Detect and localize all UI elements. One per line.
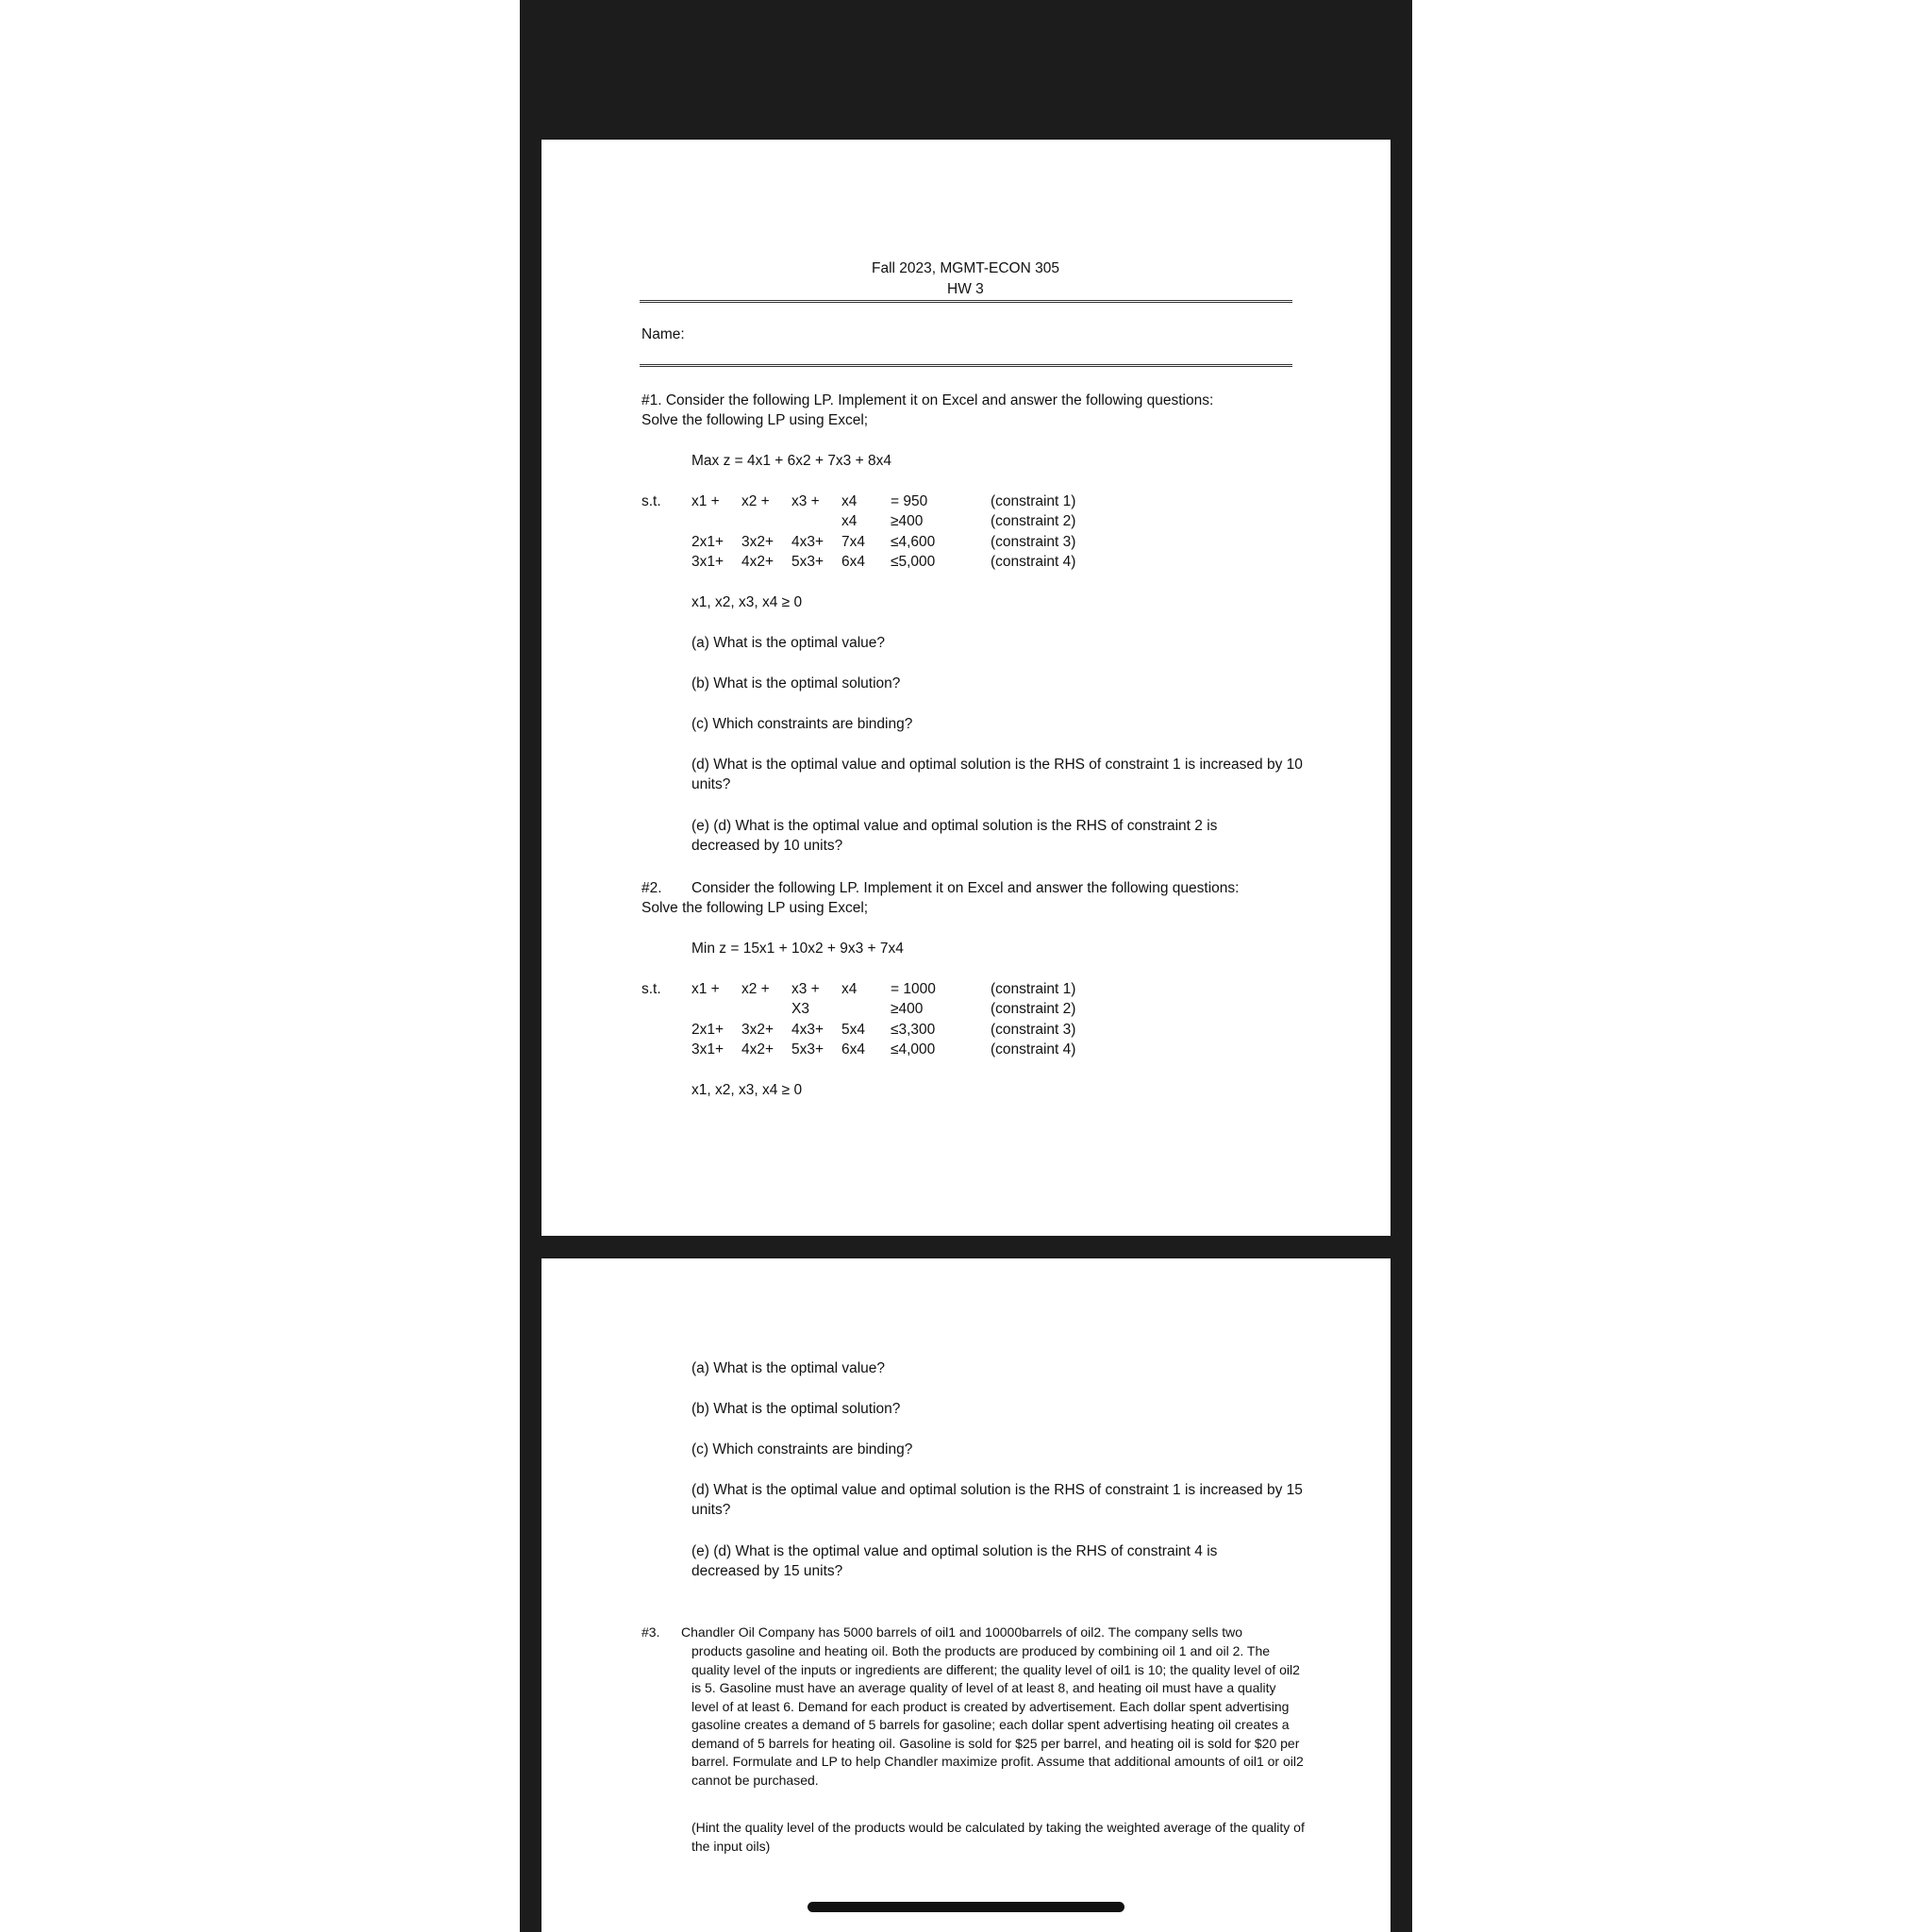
q1-st-label: s.t. xyxy=(641,493,661,509)
q2-r3-c1: 2x1+ xyxy=(691,1022,724,1038)
q2-r3-c2: 3x2+ xyxy=(741,1022,774,1038)
q2-nonnegativity: x1, x2, x3, x4 ≥ 0 xyxy=(691,1082,803,1098)
q1-part-b: (b) What is the optimal solution? xyxy=(691,675,901,691)
q1-r4-c4: 6x4 xyxy=(841,554,865,570)
hw-title: HW 3 xyxy=(947,281,984,297)
q2-number: #2. xyxy=(641,880,662,896)
q1-part-a: (a) What is the optimal value? xyxy=(691,635,886,651)
q2-part-d: (d) What is the optimal value and optimal solution is the RHS of constraint 1 is increased by 15 units? xyxy=(691,1482,1303,1518)
q3-number: #3. xyxy=(641,1624,660,1640)
q1-r1-c1: x1 + xyxy=(691,493,720,509)
header-rule xyxy=(640,300,1292,303)
q1-objective: Max z = 4x1 + 6x2 + 7x3 + 8x4 xyxy=(691,453,891,469)
q1-r4-c2: 4x2+ xyxy=(741,554,774,570)
q2-r3-label: (constraint 3) xyxy=(991,1022,1076,1038)
q1-r4-c3: 5x3+ xyxy=(791,554,824,570)
q1-part-c: (c) Which constraints are binding? xyxy=(691,716,913,732)
q2-instruction: Solve the following LP using Excel; xyxy=(641,900,869,916)
document-page-1 xyxy=(541,140,1391,1236)
q1-r4-label: (constraint 4) xyxy=(991,554,1076,570)
q2-r4-c3: 5x3+ xyxy=(791,1041,824,1058)
q1-r1-c3: x3 + xyxy=(791,493,820,509)
q1-r3-c1: 2x1+ xyxy=(691,534,724,550)
q1-instruction: Solve the following LP using Excel; xyxy=(641,412,869,428)
q2-r4-rhs: ≤4,000 xyxy=(891,1041,936,1058)
q2-part-c: (c) Which constraints are binding? xyxy=(691,1441,913,1457)
q1-part-e: (e) (d) What is the optimal value and optimal solution is the RHS of constraint 2 is decreased by 10 units? xyxy=(691,818,1218,854)
course-header: Fall 2023, MGMT-ECON 305 xyxy=(872,260,1059,276)
q1-part-d: (d) What is the optimal value and optimal solution is the RHS of constraint 1 is increased by 10 units? xyxy=(691,757,1303,792)
q1-r4-rhs: ≤5,000 xyxy=(891,554,936,570)
q1-r3-c4: 7x4 xyxy=(841,534,865,550)
q1-r3-c2: 3x2+ xyxy=(741,534,774,550)
q1-r3-rhs: ≤4,600 xyxy=(891,534,936,550)
q2-part-a: (a) What is the optimal value? xyxy=(691,1360,886,1376)
q2-r1-rhs: = 1000 xyxy=(891,981,936,997)
q2-r1-label: (constraint 1) xyxy=(991,981,1076,997)
q2-r4-label: (constraint 4) xyxy=(991,1041,1076,1058)
q1-r1-rhs: = 950 xyxy=(891,493,928,509)
q2-r1-c4: x4 xyxy=(841,981,858,997)
q2-r4-c4: 6x4 xyxy=(841,1041,865,1058)
q2-r2-c3: X3 xyxy=(791,1001,809,1017)
q1-intro: #1. Consider the following LP. Implement it on Excel and answer the following questions: xyxy=(641,392,1214,408)
q2-r3-c3: 4x3+ xyxy=(791,1022,824,1038)
q2-r3-rhs: ≤3,300 xyxy=(891,1022,936,1038)
home-indicator[interactable] xyxy=(808,1902,1124,1912)
q1-r2-label: (constraint 2) xyxy=(991,513,1076,529)
q1-r4-c1: 3x1+ xyxy=(691,554,724,570)
q2-r1-c3: x3 + xyxy=(791,981,820,997)
q1-r3-label: (constraint 3) xyxy=(991,534,1076,550)
q1-r1-c4: x4 xyxy=(841,493,858,509)
document-page-2 xyxy=(541,1258,1391,1932)
q2-part-b: (b) What is the optimal solution? xyxy=(691,1401,901,1417)
q1-r2-c4: x4 xyxy=(841,513,858,529)
q2-r2-label: (constraint 2) xyxy=(991,1001,1076,1017)
q2-r4-c2: 4x2+ xyxy=(741,1041,774,1058)
q1-nonnegativity: x1, x2, x3, x4 ≥ 0 xyxy=(691,594,803,610)
q2-st-label: s.t. xyxy=(641,981,661,997)
q3-paragraph: products gasoline and heating oil. Both the products are produced by combining oil 1 and oil 2. The quality level of the inputs or ingredients are different; the quality level of oil1 is 10; the quality level of oil2 is 5. Gasoline must have an average quality of level of at least 8, and heating oil must have a quality level of at least 6. Demand for each product is created by advertisement. Each dollar spent advertising gasoline creates a demand of 5 barrels for gasoline; each dollar spent advertising heating oil creates a demand of 5 barrels for heating oil. Gasoline is sold for $25 per barrel, and heating oil is sold for $20 per barrel. Formulate and LP to help Chandler maximize profit. Assume that additional amounts of oil1 or oil2 cannot be purchased. xyxy=(691,1643,1304,1788)
q1-r3-c3: 4x3+ xyxy=(791,534,824,550)
name-label: Name: xyxy=(641,326,685,342)
q1-r2-rhs: ≥400 xyxy=(891,513,924,529)
q3-first-line: Chandler Oil Company has 5000 barrels of oil1 and 10000barrels of oil2. The company sells two xyxy=(681,1624,1243,1640)
q2-r3-c4: 5x4 xyxy=(841,1022,865,1038)
q2-intro: Consider the following LP. Implement it on Excel and answer the following questions: xyxy=(691,880,1240,896)
q1-r1-label: (constraint 1) xyxy=(991,493,1076,509)
q3-hint: (Hint the quality level of the products would be calculated by taking the weighted average of the quality of the input oils) xyxy=(691,1820,1305,1854)
q2-r4-c1: 3x1+ xyxy=(691,1041,724,1058)
q2-objective: Min z = 15x1 + 10x2 + 9x3 + 7x4 xyxy=(691,941,904,957)
q2-r2-rhs: ≥400 xyxy=(891,1001,924,1017)
q2-r1-c2: x2 + xyxy=(741,981,770,997)
q2-r1-c1: x1 + xyxy=(691,981,720,997)
name-rule xyxy=(640,364,1292,367)
q1-r1-c2: x2 + xyxy=(741,493,770,509)
q2-part-e: (e) (d) What is the optimal value and optimal solution is the RHS of constraint 4 is decreased by 15 units? xyxy=(691,1543,1218,1579)
